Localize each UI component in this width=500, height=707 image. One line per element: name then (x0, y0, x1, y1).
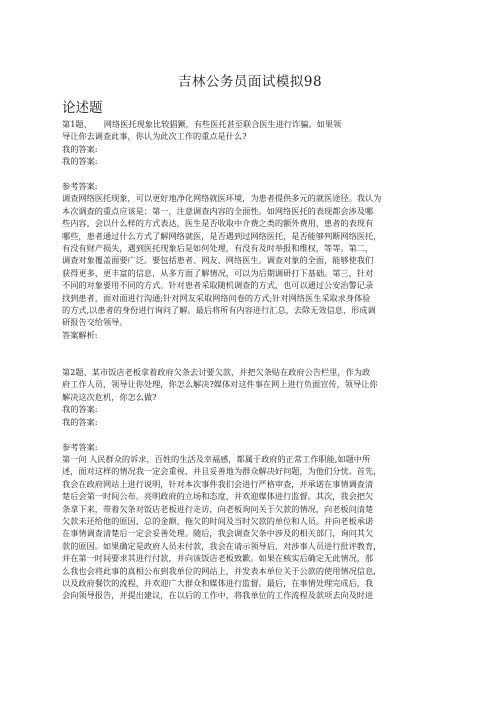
document-title: 吉林公务员面试模拟98 (177, 74, 323, 90)
reference-answer-label: 参考答案: (62, 181, 98, 192)
answer-line: 述，面对这样的情况我一定会重视，并且妥善地为群众解决好问题，为他们分忧。首先， (62, 466, 382, 477)
answer-line: 以及政府餐饮的流程，并欢迎广大群众和媒体进行监督。最后，在事情处理完成后，我 (62, 577, 374, 588)
answer-line: 并在第一时间要求其进行付款，并向该饭店老板致歉。如果在核实后确定无此情况，那 (62, 553, 374, 564)
question-2 (62, 366, 440, 602)
answer-line: 在事情调查清楚后一定会妥善处理。随后，我会调查欠条中涉及的相关部门，询问其欠 (62, 528, 374, 539)
answer-line: 会向领导报告，并提出建议，在以后的工作中，将我单位的工作流程及款项去向及时进 (62, 590, 374, 601)
spacer (62, 428, 440, 440)
answer-analysis-label: 答案解析: (62, 329, 98, 340)
question-2-text-line: 某市饭店老板拿着政府欠条去讨要欠款，并把欠条贴在政府公告栏里，作为政 (91, 367, 371, 378)
answer-line: 楚后会第一时间公布。亮明政府的立场和态度，并欢迎媒体进行监督。其次，我会把欠 (62, 491, 374, 502)
answer-line: 调查对象覆盖面要广泛。要包括患者、网友、网络医生。调查对象的全面，能够使我们 (62, 255, 374, 266)
question-2-reference-answer (62, 453, 440, 602)
answer-line: 我会在政府网站上进行说明，针对本次事件我们会进行严格审查，并承诺在事情调查清 (62, 478, 374, 489)
question-1-number: 第1题、 (62, 119, 92, 129)
answer-line: 的方式,以患者的身份进行询问了解。最后将所有内容进行汇总，去除无效信息，形成调 (62, 305, 376, 316)
reference-answer-label: 参考答案: (62, 441, 98, 452)
answer-line: 不同的对象要用不同的方式。针对患者采取随机调查的方式，也可以通过公安治警记录 (62, 280, 374, 291)
question-2-first-line (62, 366, 440, 378)
answer-line: 有没有财产损失，遇到医托现象后是如何处理，有没有及时举报和维权，等等。第二， (62, 243, 374, 254)
spacer (62, 168, 440, 180)
answer-line: 获得更多、更丰富的信息，从多方面了解情况，可以为后期调研打下基础。第三，针对 (62, 267, 374, 278)
spacer (62, 341, 440, 353)
document-body (62, 118, 440, 602)
question-2-text-line: 府工作人员，领导让你处理，你怎么解决?媒体对这件事在网上进行负面宣传，领导让你 (62, 379, 378, 390)
answer-line: 调查网络医托现象，可以更好地净化网络就医环境，为患者提供多元的就医途径。我认为 (62, 193, 382, 204)
my-answer-label: 我的答案: (62, 143, 98, 154)
answer-line: 条拿下来，带着欠条对饭店老板进行走访，向老板询问关于欠款的情况，向老板问清楚 (62, 503, 374, 514)
answer-line: 研报告交给领导。 (62, 317, 128, 328)
question-2-text-line: 解决这次危机，你怎么做? (62, 391, 157, 402)
my-answer-label: 我的答案: (62, 404, 98, 415)
question-1-text-line: 导让你去调查此事，你认为此次工作的重点是什么? (62, 131, 247, 142)
answer-line: 本次调查的重点应该是：第一，注意调查内容的全面性。如网络医托的表现都会涉及哪 (62, 205, 374, 216)
answer-line: 么我也会将此事的真相公布到我单位的网站上，并发表本单位关于公款的使用情况信息, (62, 565, 376, 576)
question-1-first-line (62, 118, 440, 130)
answer-line: 款的原因。如果确定是政府人员未付款，我会在请示领导后，对涉事人员进行批评教育， (62, 540, 382, 551)
answer-line: 欠款未还给他的原因、总的金额、拖欠的时间及当时欠款的单位和人员。并向老板承诺 (62, 515, 374, 526)
question-1-text-line: 网络医托现象比较猖獗，有些医托甚至联合医生进行诈骗。如果领 (103, 119, 342, 129)
my-answer-label: 我的答案: (62, 416, 98, 427)
answer-line: 第一问 人民群众的诉求，百姓的生活及幸福感，都属于政府的正常工作职能,如题中所 (62, 453, 371, 464)
question-1 (62, 118, 440, 341)
answer-line: 哪些，患者通过什么方式了解网络就医，是否遇到过网络医托，是否能够判断网络医托， (62, 230, 382, 241)
question-1-reference-answer (62, 192, 440, 328)
answer-line: 些内容，会以什么样的方式表达，医生是否收取中介费之类的额外费用，患者的表现有 (62, 218, 374, 229)
spacer (62, 354, 440, 366)
my-answer-label: 我的答案: (62, 156, 98, 167)
question-2-number: 第2题、 (62, 367, 92, 378)
section-title: 论述题 (62, 100, 103, 116)
answer-line: 找到患者，面对面进行沟通;针对网友采取网络问卷的方式;针对网络医生采取求身体验 (62, 292, 371, 303)
